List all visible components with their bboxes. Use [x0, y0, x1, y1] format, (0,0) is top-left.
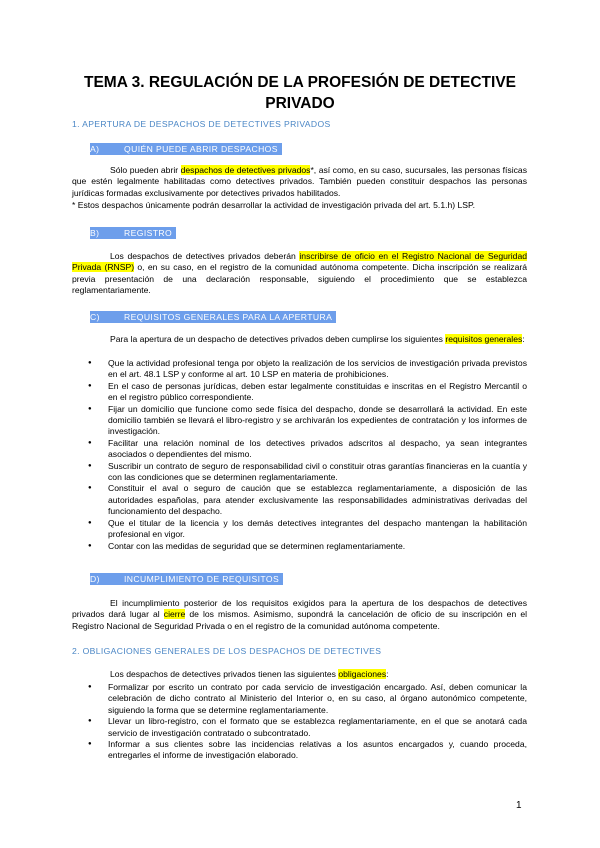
- subsection-c-number: C): [90, 312, 100, 322]
- list-item: ● Constituir el aval o seguro de caución que se establezca reglamentariamente, a disposición de las autoridades españolas, para atender exclusivamente las responsabilidades administrativas derivadas del funcionamiento del despacho.: [72, 483, 527, 517]
- subsection-b-heading: [90, 227, 176, 239]
- section-1-heading: 1. APERTURA DE DESPACHOS DE DETECTIVES PRIVADOS: [72, 119, 331, 129]
- subsection-c-heading: [90, 311, 336, 323]
- obligaciones-list: [72, 682, 527, 762]
- subsection-d-paragraph: El incumplimiento posterior de los requisitos exigidos para la apertura de los despachos de detectives privados dará lugar al cierre de los mismos. Asimismo, supondrá la cancelación de oficio de su inscripción en el Registro Nacional de Seguridad Privada o en el registro de la comunidad autónoma competente.: [72, 598, 528, 631]
- list-item: ● Llevar un libro-registro, con el formato que se establezca reglamentariamente, en el que se anotará cada servicio de investigación contratado o subcontratado.: [72, 716, 527, 739]
- page-number: 1: [516, 800, 522, 811]
- highlight-despachos: despachos de detectives privados: [180, 165, 311, 175]
- list-item: ● Que el titular de la licencia y los demás detectives integrantes del despacho mantengan la habilitación profesional en vigor.: [72, 518, 527, 541]
- requisitos-list: [72, 358, 527, 552]
- subsection-b-number: B): [90, 228, 100, 238]
- subsection-a-paragraph: Sólo pueden abrir despachos de detectives privados*, así como, en su caso, sucursales, las personas físicas que estén legalmente habilitadas como detectives privados. También pueden constituir despachos las personas jurídicas formadas exclusivamente por detectives privados habilitados.: [72, 165, 527, 198]
- highlight-cierre: cierre: [163, 609, 186, 620]
- document-title: TEMA 3. REGULACIÓN DE LA PROFESIÓN DE DETECTIVE PRIVADO: [83, 74, 517, 112]
- subsection-a-number: A): [90, 144, 100, 154]
- subsection-b-title: REGISTRO: [124, 228, 173, 238]
- list-item: ● Contar con las medidas de seguridad que se determinen reglamentariamente.: [72, 541, 527, 552]
- subsection-a-title: QUIÉN PUEDE ABRIR DESPACHOS: [124, 144, 278, 154]
- highlight-rnsp: inscribirse de oficio en el Registro Nacional de Seguridad Privada (RNSP): [72, 251, 527, 273]
- subsection-c-title: REQUISITOS GENERALES PARA LA APERTURA: [124, 312, 333, 322]
- list-item: ● Informar a sus clientes sobre las incidencias relativas a los asuntos encargados y, cuando proceda, entregarles el informe de investigación elaborado.: [72, 739, 527, 762]
- subsection-a-footnote: * Estos despachos únicamente podrán desarrollar la actividad de investigación privada del art. 5.1.h) LSP.: [72, 200, 476, 210]
- list-item: ● Que la actividad profesional tenga por objeto la realización de los servicios de investigación privada previstos en el art. 48.1 LSP y conforme al art. 10 LSP en materia de prohibiciones.: [72, 358, 527, 381]
- list-item: ● Facilitar una relación nominal de los detectives privados adscritos al despacho, ya sean integrantes asociados o dependientes del mismo.: [72, 438, 527, 461]
- list-item: ● Fijar un domicilio que funcione como sede física del despacho, donde se desarrollará la actividad. En este domicilio también se llevará el libro-registro y se archivarán los expedientes de contratación y los informes de investigación.: [72, 404, 527, 438]
- subsection-d-heading: [90, 573, 283, 585]
- subsection-d-title: INCUMPLIMIENTO DE REQUISITOS: [124, 574, 280, 584]
- list-item: ● Formalizar por escrito un contrato por cada servicio de investigación encargado. Así, deben comunicar la celebración de dicho contrato al Ministerio del Interior o, en su caso, al órgano autonómico competente, siguiendo la forma que se determine reglamentariamente.: [72, 682, 527, 716]
- highlight-obligaciones: obligaciones: [338, 669, 387, 679]
- section-2-heading: 2. OBLIGACIONES GENERALES DE LOS DESPACHOS DE DETECTIVES: [72, 646, 382, 656]
- list-item: ● En el caso de personas jurídicas, deben estar legalmente constituidas e inscritas en el Registro Mercantil o en el registro público correspondiente.: [72, 381, 527, 404]
- subsection-d-number: D): [90, 574, 100, 584]
- subsection-b-paragraph: Los despachos de detectives privados deberán inscribirse de oficio en el Registro Nacional de Seguridad Privada (RNSP) o, en su caso, en el registro de la comunidad autónoma competente. Dicha inscripción se realizará previa presentación de una declaración responsable, siguiendo el procedimiento que se establezca reglamentariamente.: [72, 251, 527, 296]
- highlight-requisitos: requisitos generales: [445, 334, 523, 344]
- list-item: ● Suscribir un contrato de seguro de responsabilidad civil o constituir otras garantías financieras en la cuantía y con las condiciones que se determinen reglamentariamente.: [72, 461, 527, 484]
- section-2-paragraph: Los despachos de detectives privados tienen las siguientes obligaciones:: [110, 669, 389, 679]
- subsection-c-paragraph: Para la apertura de un despacho de detectives privados deben cumplirse los siguientes requisitos generales:: [110, 334, 525, 344]
- subsection-a-heading: [90, 143, 282, 155]
